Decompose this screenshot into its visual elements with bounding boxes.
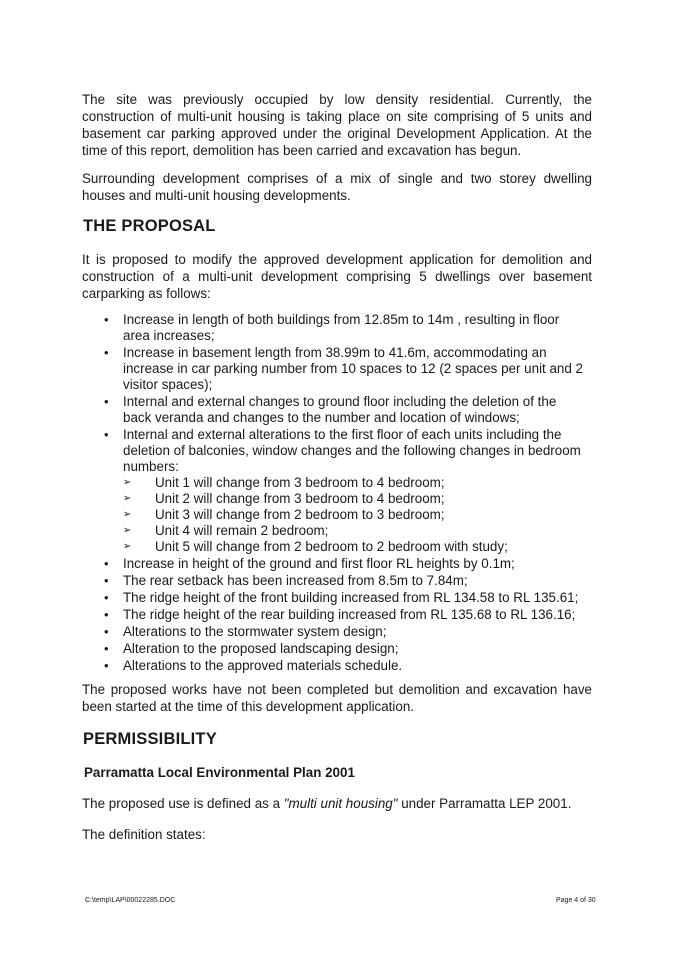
list-item xyxy=(104,641,584,657)
bullet-marker: • xyxy=(104,394,109,409)
bullet-marker: • xyxy=(104,345,109,360)
arrow-marker-icon: ➢ xyxy=(123,509,132,520)
bullet-text: The ridge height of the rear building increased from RL 135.68 to RL 136.16; xyxy=(123,607,576,622)
bullet-marker: • xyxy=(104,641,109,656)
footer-file-path: C:\temp\LAP\00022285.DOC xyxy=(85,897,176,904)
bullet-text: Alteration to the proposed landscaping design; xyxy=(123,641,399,656)
bullet-marker: • xyxy=(104,590,109,605)
bullet-text: Internal and external alterations to the first floor of each units including the deletion of balconies, window changes and the following changes in bedroom numbers: xyxy=(123,427,581,474)
bullet-text: Alterations to the approved materials schedule. xyxy=(123,658,403,673)
bullet-marker: • xyxy=(104,658,109,673)
list-item xyxy=(104,312,584,344)
sub-bullet-text: Unit 5 will change from 2 bedroom to 2 bedroom with study; xyxy=(155,539,508,554)
bullet-marker: • xyxy=(104,624,109,639)
bullet-marker: • xyxy=(104,607,109,622)
permissibility-heading: PERMISSIBILITY xyxy=(83,730,217,748)
bullet-text: The ridge height of the front building increased from RL 134.58 to RL 135.61; xyxy=(123,590,579,605)
bullet-marker: • xyxy=(104,312,109,327)
list-item xyxy=(104,590,584,606)
list-item xyxy=(104,345,584,393)
bullet-marker: • xyxy=(104,573,109,588)
list-item xyxy=(104,624,584,640)
definition-paragraph: The definition states: xyxy=(82,827,206,842)
surrounding-paragraph: Surrounding development comprises of a mix of single and two storey dwelling houses and multi-unit housing developments. xyxy=(82,171,592,203)
works-status-paragraph: The proposed works have not been completed but demolition and excavation have been started at the time of this development application. xyxy=(82,682,592,714)
site-paragraph: The site was previously occupied by low density residential. Currently, the construction of multi-unit housing is taking place on site comprising of 5 units and basement car parking approved under the original Development Application. At the time of this report, demolition has been carried and excavation has begun. xyxy=(82,92,592,158)
list-item xyxy=(104,573,584,589)
bullet-text: Increase in basement length from 38.99m to 41.6m, accommodating an increase in car parking number from 10 spaces to 12 (2 spaces per unit and 2 visitor spaces); xyxy=(123,345,583,392)
sub-bullet-text: Unit 1 will change from 3 bedroom to 4 bedroom; xyxy=(155,475,445,490)
proposal-intro-paragraph: It is proposed to modify the approved development application for demolition and construction of a multi-unit development comprising 5 dwellings over basement carparking as follows: xyxy=(82,252,592,301)
proposal-bullet-list xyxy=(104,312,584,675)
bullet-marker: • xyxy=(104,556,109,571)
use-suffix-text: under Parramatta LEP 2001. xyxy=(397,796,572,811)
sub-list-item xyxy=(123,539,584,555)
bullet-text: Increase in length of both buildings from 12.85m to 14m , resulting in floor area increases; xyxy=(123,312,560,343)
sub-bullet-text: Unit 2 will change from 3 bedroom to 4 bedroom; xyxy=(155,491,445,506)
use-prefix-text: The proposed use is defined as a xyxy=(82,796,284,811)
list-item xyxy=(104,427,584,555)
use-term-text: "multi unit housing" xyxy=(283,796,398,811)
sub-bullet-text: Unit 4 will remain 2 bedroom; xyxy=(155,523,329,538)
sub-list-item xyxy=(123,523,584,539)
bullet-text: Alterations to the stormwater system design; xyxy=(123,624,387,639)
arrow-marker-icon: ➢ xyxy=(123,541,132,552)
sub-list-item xyxy=(123,491,584,507)
arrow-marker-icon: ➢ xyxy=(123,525,132,536)
bullet-text: Increase in height of the ground and first floor RL heights by 0.1m; xyxy=(123,556,515,571)
list-item xyxy=(104,607,584,623)
sub-list-item xyxy=(123,507,584,523)
footer-page-number: Page 4 of 30 xyxy=(556,897,596,904)
bullet-text: Internal and external changes to ground floor including the deletion of the back veranda and changes to the number and location of windows; xyxy=(123,394,557,425)
lep-subheading: Parramatta Local Environmental Plan 2001 xyxy=(84,765,355,780)
bullet-text: The rear setback has been increased from 8.5m to 7.84m; xyxy=(123,573,468,588)
list-item xyxy=(104,556,584,572)
sub-list-item xyxy=(123,475,584,491)
sub-bullet-text: Unit 3 will change from 2 bedroom to 3 bedroom; xyxy=(155,507,445,522)
list-item xyxy=(104,658,584,674)
proposed-use-paragraph xyxy=(82,795,592,812)
list-item xyxy=(104,394,584,426)
bullet-marker: • xyxy=(104,427,109,442)
bedroom-changes-sublist xyxy=(123,475,584,555)
arrow-marker-icon: ➢ xyxy=(123,477,132,488)
arrow-marker-icon: ➢ xyxy=(123,493,132,504)
proposal-heading: THE PROPOSAL xyxy=(83,217,216,235)
